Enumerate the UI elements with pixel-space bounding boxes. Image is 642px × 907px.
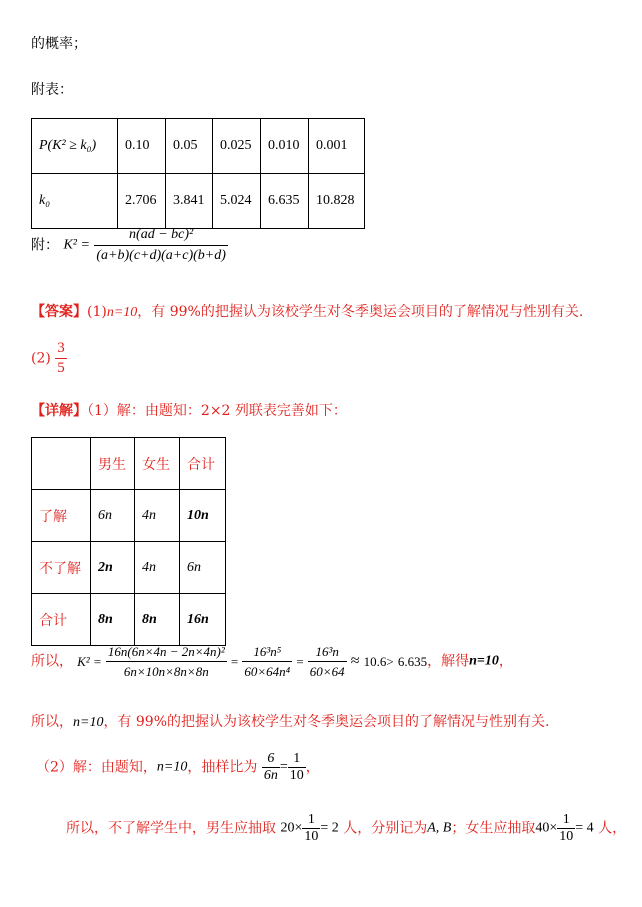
part2-l2-text3: ；女生应抽取	[451, 820, 536, 837]
calc-fraction-3	[308, 645, 347, 678]
part2-end: ，	[305, 759, 320, 776]
detail-line	[31, 400, 347, 420]
calc-equals: =	[296, 654, 304, 669]
table-row	[32, 490, 226, 542]
table-header-cell: 女生	[135, 438, 180, 490]
critical-value-table	[31, 118, 365, 229]
answer-tag: 【答案】	[31, 304, 87, 320]
answer-part2-prefix: (2)	[31, 350, 51, 367]
table-cell: 2n	[91, 542, 135, 594]
part2-f1-denominator: 6n	[263, 768, 278, 783]
part2-l2-expr1-pre: 20×	[280, 820, 303, 836]
table-row	[32, 438, 226, 490]
part2-eq: n=10	[156, 759, 188, 775]
table-row-label: 了解	[32, 490, 91, 542]
calc-f3-denominator: 60×64	[309, 664, 345, 679]
table-cell: 8n	[91, 594, 135, 646]
calc-line	[31, 645, 513, 678]
table-cell: 0.10	[118, 119, 166, 174]
detail-tag: 【详解】	[31, 403, 87, 419]
conclusion-eq: n=10	[73, 715, 104, 730]
answer-numerator: 3	[55, 340, 67, 359]
formula-prefix: 附：	[31, 237, 59, 254]
table-cell: 0.010	[261, 119, 309, 174]
table-cell: 6.635	[261, 174, 309, 229]
part2-l2-f1-denominator: 10	[304, 829, 319, 844]
table-cell: 4n	[135, 542, 180, 594]
answer-fraction	[55, 340, 67, 377]
table-cell: 10.828	[309, 174, 365, 229]
part2-f1-numerator: 6	[262, 752, 280, 768]
answer-line	[31, 301, 583, 321]
part2-text: ，抽样比为	[187, 759, 258, 776]
part2-l2-f2-denominator: 10	[559, 829, 574, 844]
table-row-label: 合计	[32, 594, 91, 646]
table-header-cell: 合计	[180, 438, 226, 490]
formula-numerator: n(ad − bc)²	[94, 228, 228, 246]
formula-note	[31, 228, 228, 263]
table-row-label: 不了解	[32, 542, 91, 594]
calc-f3-numerator: 16³n	[308, 645, 347, 662]
calc-f2-denominator: 60×64n⁴	[244, 664, 291, 679]
calc-equals: =	[230, 654, 239, 669]
part2-f2-numerator: 1	[288, 752, 306, 768]
answer-part2	[31, 340, 67, 377]
formula-fraction	[94, 228, 228, 263]
answer-denominator: 5	[57, 360, 65, 376]
table-cell: 0.05	[166, 119, 213, 174]
table-cell: 5.024	[213, 174, 261, 229]
part2-l2-f2-numerator: 1	[557, 813, 575, 829]
calc-f2-numerator: 16³n⁵	[242, 645, 292, 662]
part2-l2-f1-numerator: 1	[302, 813, 320, 829]
calc-threshold: 6.635	[397, 654, 428, 669]
table-cell: 2.706	[118, 174, 166, 229]
part2-line-2	[66, 813, 626, 844]
calc-value: 10.6	[363, 654, 387, 669]
formula-lhs: K² =	[63, 237, 90, 253]
contingency-table	[31, 437, 226, 646]
part2-l2-expr2-post: = 4	[575, 820, 594, 836]
calc-solve-text: ，解得	[427, 653, 470, 670]
calc-f1-denominator: 6n×10n×8n×8n	[123, 664, 209, 679]
part2-fraction-2	[288, 752, 306, 783]
calc-f1-numerator: 16n(6n×4n − 2n×4n)²	[106, 645, 227, 662]
table-cell: 8n	[135, 594, 180, 646]
table-cell	[32, 438, 91, 490]
part2-l2-labels: A, B	[427, 820, 452, 836]
part2-l2-fraction-1	[302, 813, 320, 844]
table-cell: 3.841	[166, 174, 213, 229]
table-cell: 0.001	[309, 119, 365, 174]
conclusion-prefix: 所以，	[31, 714, 73, 730]
table-header-cell: 男生	[91, 438, 135, 490]
part2-fraction-1	[262, 752, 280, 783]
table-cell: 0.025	[213, 119, 261, 174]
answer-part1-eq: n=10	[106, 305, 138, 320]
answer-part1-prefix: (1)	[87, 304, 107, 320]
part2-prefix: （2）解：由题知，	[36, 759, 157, 776]
part2-l2-text4: 人，	[593, 820, 627, 837]
part2-f2-denominator: 10	[289, 768, 304, 783]
table-cell: 6n	[91, 490, 135, 542]
formula-denominator: (a+b)(c+d)(a+c)(b+d)	[96, 248, 226, 263]
table-cell: 10n	[180, 490, 226, 542]
calc-lhs: K² =	[77, 654, 102, 669]
calc-approx: ≈	[350, 652, 360, 670]
appendix-label: 附表：	[31, 82, 73, 98]
calc-fraction-2	[242, 645, 292, 678]
table-row	[32, 542, 226, 594]
calc-end: ，	[498, 653, 513, 670]
table-cell: 6n	[180, 542, 226, 594]
table-cell: P(K² ≥ k₀)	[32, 119, 118, 174]
part2-line	[36, 752, 320, 783]
table-cell: k₀	[32, 174, 118, 229]
calc-solve-eq: n=10	[469, 653, 499, 669]
detail-text: （1）解：由题知：2×2 列联表完善如下：	[87, 403, 347, 419]
conclusion-line	[31, 711, 549, 731]
part2-l2-text2: 人，分别记为	[338, 820, 428, 837]
table-cell: 16n	[180, 594, 226, 646]
table-row	[32, 594, 226, 646]
part2-l2-text1: 所以，不了解学生中，男生应抽取	[66, 820, 276, 837]
table-cell: 4n	[135, 490, 180, 542]
calc-gt: >	[386, 654, 394, 669]
part2-l2-expr2-pre: 40×	[535, 820, 558, 836]
part2-l2-expr1-post: = 2	[320, 820, 339, 836]
conclusion-text: ，有 99%的把握认为该校学生对冬季奥运会项目的了解情况与性别有关.	[103, 714, 550, 730]
text-top-line: 的概率；	[31, 36, 87, 52]
table-row	[32, 174, 365, 229]
answer-part1-text: ，有 99%的把握认为该校学生对冬季奥运会项目的了解情况与性别有关.	[137, 304, 584, 320]
part2-l2-fraction-2	[557, 813, 575, 844]
calc-prefix: 所以，	[31, 653, 73, 670]
table-row	[32, 119, 365, 174]
calc-fraction-1	[106, 645, 227, 678]
part2-equals: =	[279, 759, 288, 775]
